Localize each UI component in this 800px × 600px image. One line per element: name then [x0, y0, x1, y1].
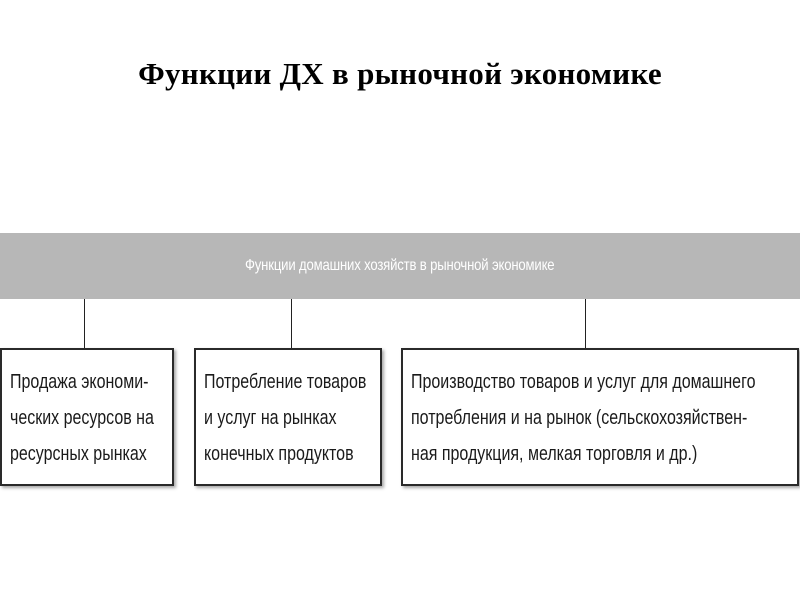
connector-line-1: [84, 299, 85, 348]
slide-title: Функции ДХ в рыночной экономике: [138, 56, 662, 91]
function-box-consumption: [194, 348, 382, 486]
connector-line-2: [291, 299, 292, 348]
function-box-resource-sales: [0, 348, 174, 486]
function-box-production: [401, 348, 799, 486]
function-box-label: Производство товаров и услуг для домашнего потребления и на рынок (сельскохозяйствен- ная продукция, мелкая торговля и др.): [411, 371, 756, 465]
function-box-label: Продажа экономи- ческих ресурсов на ресурсных рынках: [10, 371, 154, 465]
function-box-label: Потребление товаров и услуг на рынках конечных продуктов: [204, 371, 367, 465]
connector-line-3: [585, 299, 586, 348]
diagram-root-banner: [0, 233, 800, 299]
diagram-root-label: Функции домашних хозяйств в рыночной экономике: [245, 257, 555, 274]
